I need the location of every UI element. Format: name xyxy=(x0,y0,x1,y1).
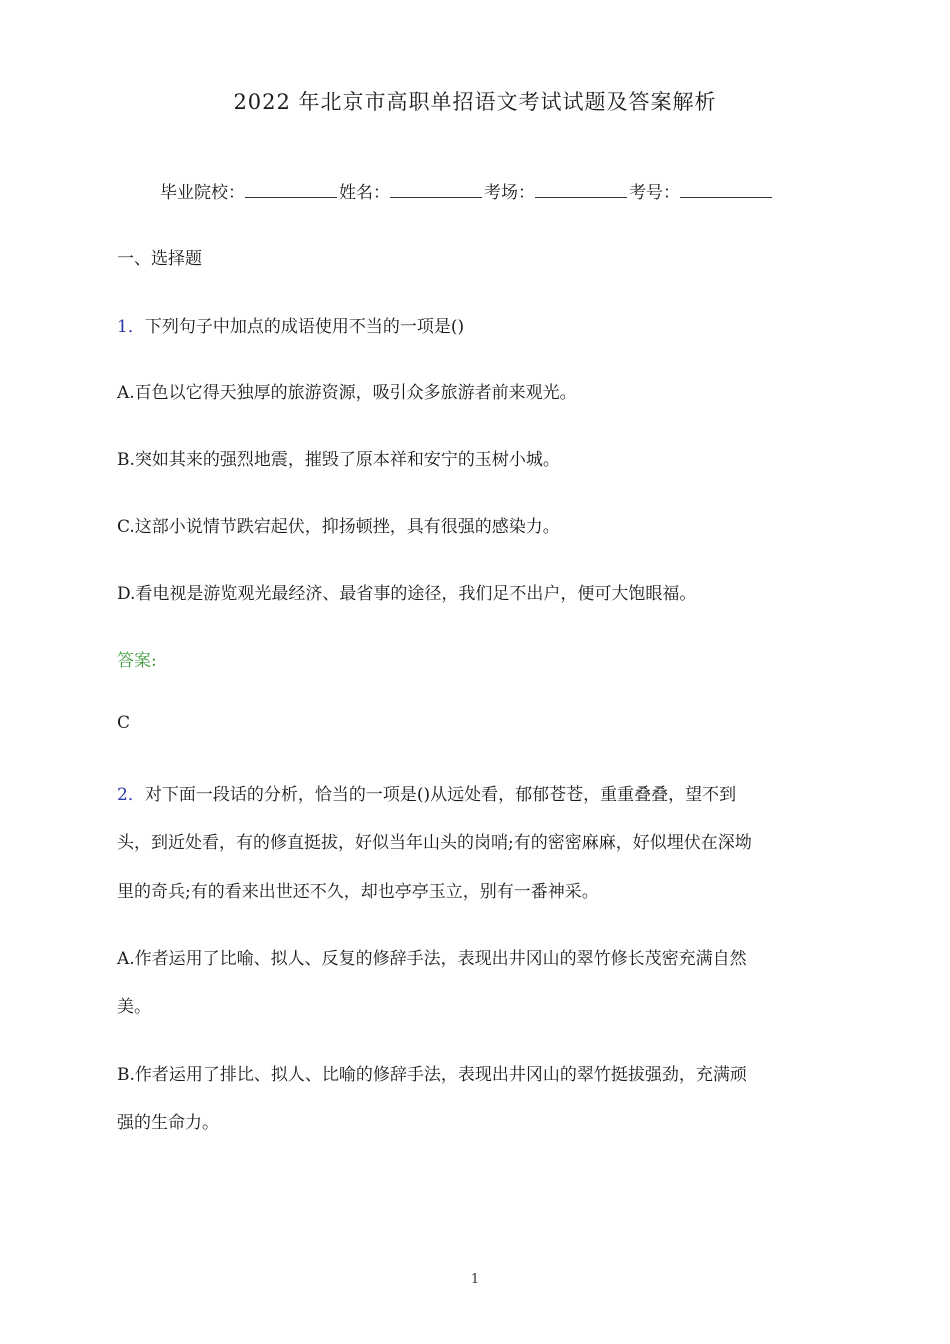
question-2-stem-line-3: 里的奇兵;有的看来出世还不久，却也亭亭玉立，别有一番神采。 xyxy=(117,882,599,902)
exam-number-blank xyxy=(680,183,772,198)
question-2-stem-line-2: 头，到近处看，有的修直挺拔，好似当年山头的岗哨;有的密密麻麻，好似埋伏在深坳 xyxy=(117,833,752,853)
question-2-text-line-1: 对下面一段话的分析，恰当的一项是()从远处看，郁郁苍苍，重重叠叠，望不到 xyxy=(144,785,737,805)
question-2-option-b-line-1: B.作者运用了排比、拟人、比喻的修辞手法，表现出井冈山的翠竹挺拔强劲，充满顽 xyxy=(117,1065,747,1085)
question-1-option-c: C.这部小说情节跌宕起伏，抑扬顿挫，具有很强的感染力。 xyxy=(117,517,560,537)
question-1-option-b: B.突如其来的强烈地震，摧毁了原本祥和安宁的玉树小城。 xyxy=(117,450,560,470)
question-2-option-a-line-1: A.作者运用了比喻、拟人、反复的修辞手法，表现出井冈山的翠竹修长茂密充满自然 xyxy=(117,949,747,969)
question-2-option-b-line-2: 强的生命力。 xyxy=(117,1113,219,1133)
exam-room-label: 考场： xyxy=(484,183,535,203)
question-1-stem xyxy=(117,312,464,337)
name-label: 姓名： xyxy=(339,183,390,203)
question-2-number: 2． xyxy=(117,785,145,805)
school-blank xyxy=(245,183,337,198)
document-title: 2022 年北京市高职单招语文考试试题及答案解析 xyxy=(233,90,717,114)
question-1-number: 1． xyxy=(117,317,145,337)
question-2-option-a-line-2: 美。 xyxy=(117,997,151,1017)
question-1-option-a: A.百色以它得天独厚的旅游资源，吸引众多旅游者前来观光。 xyxy=(117,383,577,403)
question-1-answer: C xyxy=(117,713,131,733)
question-1-answer-label: 答案: xyxy=(117,651,157,671)
page-number: 1 xyxy=(470,1272,480,1287)
question-1-option-d: D.看电视是游览观光最经济、最省事的途径，我们足不出户，便可大饱眼福。 xyxy=(117,584,697,604)
question-2-stem-line-1 xyxy=(117,780,736,805)
question-1-text: 下列句子中加点的成语使用不当的一项是() xyxy=(144,317,465,337)
school-label: 毕业院校： xyxy=(160,183,245,203)
exam-room-blank xyxy=(535,183,627,198)
name-blank xyxy=(390,183,482,198)
exam-number-label: 考号： xyxy=(629,183,680,203)
section-heading: 一、选择题 xyxy=(117,249,202,269)
candidate-info-row xyxy=(160,178,774,203)
